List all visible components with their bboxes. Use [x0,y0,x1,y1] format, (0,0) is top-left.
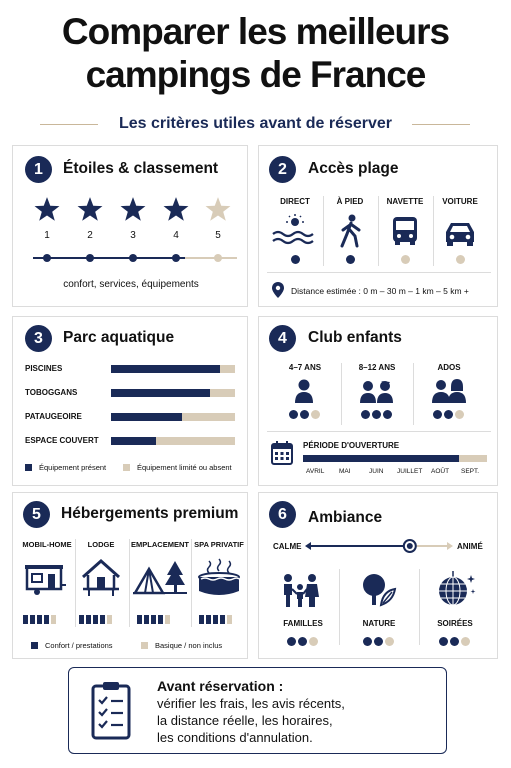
lodging-label: SPA PRIVATIF [194,540,244,549]
month-label: JUILLET [397,468,423,475]
card-premium-lodging [12,492,248,659]
age-group-label: 8–12 ANS [358,363,396,372]
mood-label: SOIRÉES [437,619,473,628]
subtitle-row [0,113,511,135]
mode-dot [346,255,355,264]
level-dot [372,410,381,419]
reminder-heading: Avant réservation : [157,678,284,694]
card-beach-access [258,145,498,307]
badge-number: 5 [23,501,50,528]
level-dot [361,410,370,419]
card-stars [12,145,248,307]
card-kids-club [258,316,498,486]
comfort-segment [165,615,170,624]
family-icon [281,573,319,607]
rating-dot [86,254,94,262]
legend-basic: Basique / non inclus [155,641,223,650]
stars-caption: confort, services, équipements [63,279,199,290]
star-icon [120,196,146,222]
rating-dot [214,254,222,262]
mobile-home-icon [23,563,67,597]
level-dot [455,410,464,419]
card-title: Hébergements premium [61,505,239,522]
lodge-icon [81,559,121,597]
rating-dot [129,254,137,262]
card-title: Parc aquatique [63,329,175,346]
card-title: Accès plage [308,160,399,177]
level-dot [363,637,372,646]
amenity-bar-fill [111,365,220,373]
amenity-bar-fill [111,437,156,445]
mode-dot [456,255,465,264]
slider-knob [404,540,416,552]
badge-number: 3 [25,325,52,352]
star-icon [205,196,231,222]
hot-tub-icon [195,559,243,599]
badge-number: 4 [269,325,296,352]
reminder-box [68,667,447,754]
scale-left-label: CALME [273,542,302,551]
mode-dot [291,255,300,264]
mode-label: À PIED [336,197,364,206]
comfort-segment [51,615,56,624]
level-dot [289,410,298,419]
comfort-segment [79,615,84,624]
comfort-segment [137,615,142,624]
mode-label: NAVETTE [386,197,424,206]
comfort-segment [199,615,204,624]
level-dot [433,410,442,419]
teens-icon [431,379,467,403]
period-title: PÉRIODE D'OUVERTURE [303,441,400,450]
walking-person-icon [337,214,365,248]
star-icon [34,196,60,222]
bus-icon [391,216,419,246]
level-dot [461,637,470,646]
age-group-label: ADOS [437,363,461,372]
mood-label: FAMILLES [283,619,323,628]
page-title-line-2: campings de France [85,54,426,95]
star-label: 5 [215,230,221,241]
comfort-segment [37,615,42,624]
comfort-segment [44,615,49,624]
star-label: 1 [44,230,50,241]
level-dot [383,410,392,419]
comfort-segment [158,615,163,624]
comfort-segment [220,615,225,624]
tent-tree-icon [133,559,187,597]
star-label: 3 [130,230,136,241]
amenity-label: ESPACE COUVERT [25,436,99,445]
badge-number: 1 [25,156,52,183]
amenity-bar-fill [111,389,210,397]
star-icon [77,196,103,222]
divider-right [412,124,470,125]
kids-pair-icon [359,379,395,403]
level-dot [300,410,309,419]
comfort-segment [206,615,211,624]
level-dot [311,410,320,419]
legend-swatch-comfort [31,642,38,649]
reminder-line: vérifier les frais, les avis récents, [157,696,345,711]
comfort-segment [86,615,91,624]
card-atmosphere [258,492,498,659]
comfort-segment [144,615,149,624]
child-icon [293,379,315,403]
lodging-label: LODGE [87,540,115,549]
level-dot [444,410,453,419]
card-water-park [12,316,248,486]
legend-swatch-basic [141,642,148,649]
comfort-segment [107,615,112,624]
amenity-bar [111,413,235,421]
amenity-label: PATAUGEOIRE [25,412,82,421]
month-label: SEPT. [461,468,480,475]
ambiance-slider [303,537,455,555]
comfort-segment [213,615,218,624]
mode-dot [401,255,410,264]
comfort-segment [30,615,35,624]
legend-swatch-present [25,464,32,471]
reminder-line: les conditions d'annulation. [157,730,313,745]
card-title: Club enfants [308,329,402,346]
card-title: Étoiles & classement [63,160,219,177]
opening-period-bar [303,455,487,462]
month-label: MAI [339,468,351,475]
star-icon [163,196,189,222]
page-subtitle: Les critères utiles avant de réserver [118,115,393,132]
badge-number: 6 [269,501,296,528]
amenity-bar [111,437,235,445]
level-dot [287,637,296,646]
checklist-icon [91,680,131,740]
mood-label: NATURE [362,619,396,628]
star-label: 4 [173,230,179,241]
comfort-segment [93,615,98,624]
tree-icon [361,573,397,607]
lodging-label: MOBIL-HOME [22,540,72,549]
location-pin-icon [272,282,284,298]
month-label: AOÛT [431,468,450,475]
amenity-bar [111,365,235,373]
rating-dot [172,254,180,262]
month-label: AVRIL [306,468,325,475]
reminder-line: la distance réelle, les horaires, [157,713,333,728]
scale-right-label: ANIMÉ [457,542,483,551]
comfort-segment [23,615,28,624]
calendar-icon [271,441,293,465]
lodging-label: EMPLACEMENT [131,540,189,549]
disco-ball-icon [437,571,477,607]
car-icon [443,220,477,246]
card-title: Ambiance [308,509,383,526]
legend-swatch-limited [123,464,130,471]
level-dot [309,637,318,646]
comfort-segment [151,615,156,624]
mode-label: VOITURE [442,197,478,206]
comfort-segment [100,615,105,624]
star-label: 2 [87,230,93,241]
level-dot [450,637,459,646]
level-dot [439,637,448,646]
month-label: JUIN [369,468,384,475]
level-dot [298,637,307,646]
comfort-segment [227,615,232,624]
badge-number: 2 [269,156,296,183]
level-dot [374,637,383,646]
rating-dot [43,254,51,262]
age-group-label: 4–7 ANS [288,363,322,372]
amenity-bar-fill [111,413,182,421]
legend-present: Équipement présent [39,463,107,472]
amenity-label: PISCINES [25,364,63,373]
level-dot [385,637,394,646]
page-title-line-1: Comparer les meilleurs [61,11,450,52]
legend-limited: Équipement limité ou absent [137,463,232,472]
amenity-bar [111,389,235,397]
mode-label: DIRECT [280,197,310,206]
page-title [0,10,511,96]
amenity-label: TOBOGGANS [25,388,78,397]
sun-waves-icon [271,214,317,248]
legend-comfort: Confort / prestations [45,641,113,650]
distance-scale: Distance estimée : 0 m – 30 m – 1 km – 5 km + [291,286,469,296]
